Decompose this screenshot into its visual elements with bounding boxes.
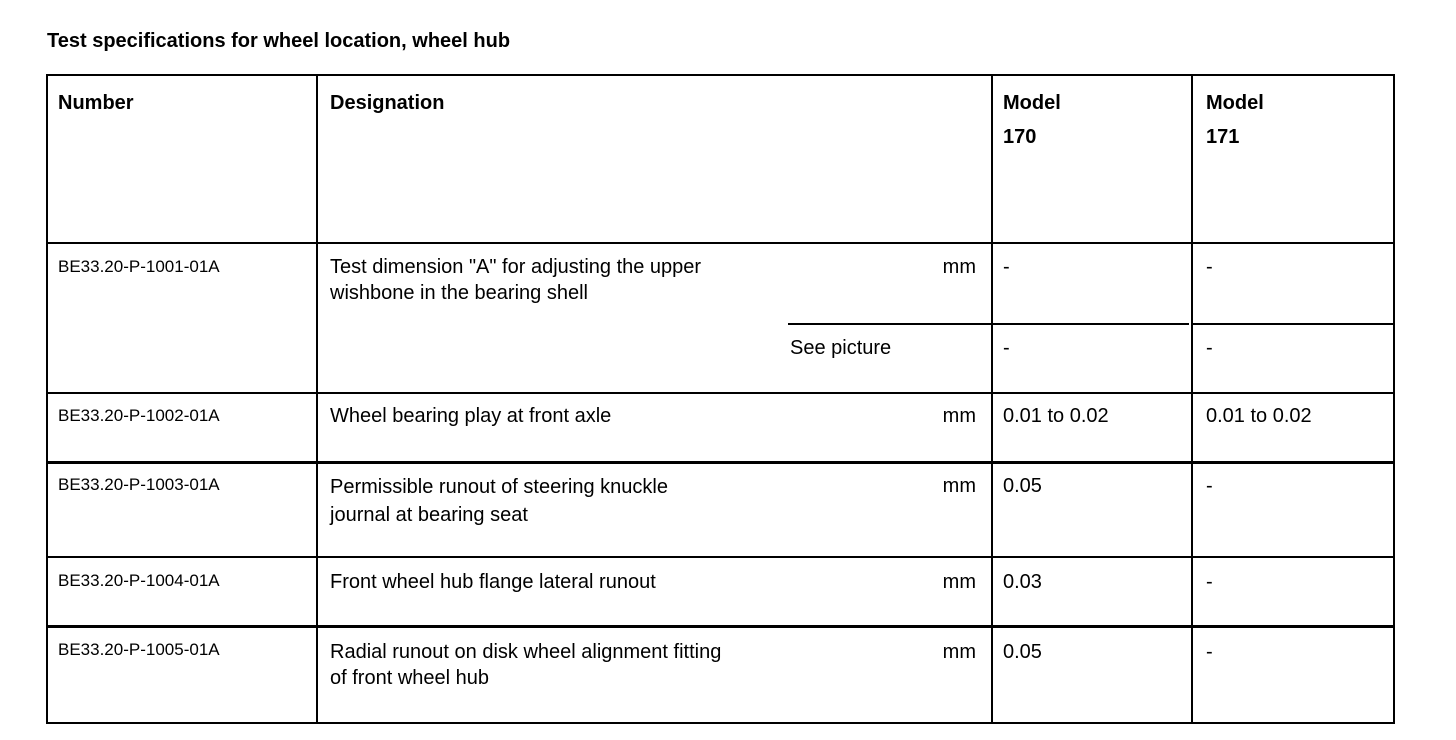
- row-3-designation-line1: Permissible runout of steering knuckle: [330, 476, 668, 498]
- row-3-model-170: 0.05: [1003, 475, 1042, 497]
- row-1-model-171: -: [1206, 256, 1213, 278]
- row-4-model-171: -: [1206, 571, 1213, 593]
- header-model-170: [1003, 90, 1061, 150]
- row-1-designation: [330, 254, 701, 306]
- row-2-number: BE33.20-P-1002-01A: [58, 406, 220, 425]
- row-3-unit: mm: [942, 475, 976, 497]
- row-2-designation: Wheel bearing play at front axle: [330, 405, 612, 427]
- row-2-unit: mm: [942, 405, 976, 427]
- row-1-designation-line1: Test dimension "A" for adjusting the upper: [330, 256, 702, 278]
- row-5-model-170: 0.05: [1003, 641, 1042, 663]
- row-divider-4: [48, 625, 1393, 628]
- row-5-designation-line1: Radial runout on disk wheel alignment fitting: [330, 641, 722, 663]
- row-5-unit: mm: [942, 641, 976, 663]
- row-1-unit: mm: [942, 256, 976, 278]
- header-model-171: [1206, 90, 1264, 150]
- row-4-number: BE33.20-P-1004-01A: [58, 571, 220, 590]
- row-3-designation: [330, 473, 668, 529]
- header-number: Number: [58, 92, 134, 114]
- row-4-model-170: 0.03: [1003, 571, 1042, 593]
- row-1-sub-label: See picture: [790, 337, 892, 359]
- header-designation: Designation: [330, 92, 445, 114]
- row-divider-header: [48, 242, 1393, 244]
- row-3-designation-line2: journal at bearing seat: [330, 504, 528, 526]
- row-5-number: BE33.20-P-1005-01A: [58, 640, 220, 659]
- header-model-170-label: Model: [1003, 92, 1061, 114]
- row-2-model-171: 0.01 to 0.02: [1206, 405, 1312, 427]
- spec-table: [46, 74, 1395, 724]
- row-3-number: BE33.20-P-1003-01A: [58, 475, 220, 494]
- header-model-170-value: 170: [1003, 126, 1037, 148]
- header-model-171-label: Model: [1206, 92, 1264, 114]
- row-1-sub-model-170: -: [1003, 337, 1010, 359]
- row-1-sub-model-171: -: [1206, 337, 1213, 359]
- row-4-designation: Front wheel hub flange lateral runout: [330, 571, 656, 593]
- row-1-designation-line2: wishbone in the bearing shell: [330, 282, 588, 304]
- page-title: Test specifications for wheel location, wheel hub: [47, 30, 511, 52]
- row-divider-sub: [788, 323, 1189, 325]
- row-2-model-170: 0.01 to 0.02: [1003, 405, 1109, 427]
- row-5-designation: [330, 639, 721, 691]
- row-1-number: BE33.20-P-1001-01A: [58, 257, 220, 276]
- row-4-unit: mm: [942, 571, 976, 593]
- row-divider-sub-171: [1192, 323, 1393, 325]
- row-5-model-171: -: [1206, 641, 1213, 663]
- row-1-model-170: -: [1003, 256, 1010, 278]
- row-5-designation-line2: of front wheel hub: [330, 667, 489, 689]
- row-divider-2: [48, 461, 1393, 464]
- row-3-model-171: -: [1206, 475, 1213, 497]
- row-divider-1: [48, 392, 1393, 394]
- header-model-171-value: 171: [1206, 126, 1240, 148]
- row-divider-3: [48, 556, 1393, 558]
